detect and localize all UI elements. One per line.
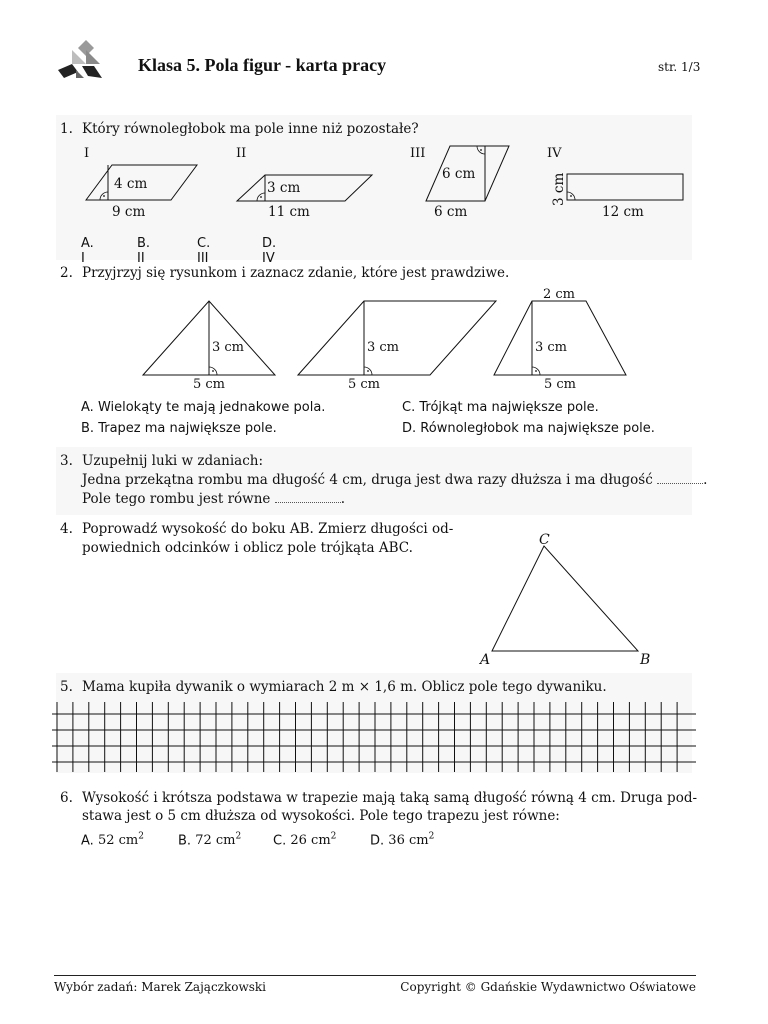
q2-fig3-base: 5 cm: [544, 377, 577, 392]
q3-blank-area[interactable]: [275, 490, 341, 503]
q4-vertex-b: B: [640, 652, 651, 668]
q3-number: 3.: [60, 453, 73, 469]
q4-line1: Poprowadź wysokość do boku AB. Zmierz długości od-: [82, 521, 454, 537]
q2-text: Przyjrzyj się rysunkom i zaznacz zdanie, które jest prawdziwe.: [82, 265, 510, 281]
q1-fig1-height: 4 cm: [114, 176, 148, 192]
q1-fig1-base: 9 cm: [112, 204, 146, 220]
footer-divider: [54, 975, 696, 976]
q1-fig3-base: 6 cm: [434, 204, 468, 220]
q2-trapezoid: [494, 301, 626, 375]
q3-line2: Jedna przekątna rombu ma długość 4 cm, druga jest dwa razy dłuższa i ma długość .: [82, 472, 708, 488]
q1-fig4-rectangle: [567, 174, 683, 200]
q2-figures: [130, 285, 640, 393]
q6-answer-b[interactable]: B. 72 $cm^2$: [178, 832, 242, 849]
q5-text: Mama kupiła dywanik o wymiarach 2 m × 1,6 m. Oblicz pole tego dywaniku.: [82, 679, 607, 695]
q1-fig3-height: 6 cm: [442, 166, 476, 182]
q6-answer-c[interactable]: C. 26 $cm^2$: [273, 832, 337, 849]
q1-fig2-roman: II: [236, 146, 247, 161]
q2-number: 2.: [60, 265, 73, 281]
q4-line2: powiednich odcinków i oblicz pole trójkąta ABC.: [82, 540, 413, 556]
q1-fig3-roman: III: [410, 146, 426, 161]
q3-line3: Pole tego rombu jest równe .: [82, 491, 345, 507]
q2-fig3-height: 3 cm: [535, 340, 568, 355]
q2-fig1-base: 5 cm: [193, 377, 226, 392]
q1-figures: [56, 140, 696, 225]
q6-line2: stawa jest o 5 cm dłuższa od wysokości. Pole tego trapezu jest równe:: [82, 808, 560, 824]
q2-answer-b[interactable]: B. Trapez ma największe pole.: [81, 421, 277, 436]
q6-number: 6.: [60, 790, 73, 806]
q1-answer-d[interactable]: D. IV: [262, 236, 277, 266]
q3-blank-diagonal[interactable]: [657, 471, 703, 484]
q5-grid[interactable]: [52, 702, 696, 772]
logo: [56, 40, 106, 86]
q2-answer-d[interactable]: D. Równoległobok ma największe pole.: [402, 421, 655, 436]
q1-fig2-base: 11 cm: [268, 204, 310, 220]
q1-fig2-parallelogram: [237, 175, 372, 201]
page-title: Klasa 5. Pola figur - karta pracy: [138, 55, 387, 75]
q6-answer-d[interactable]: D. 36 $cm^2$: [370, 832, 435, 849]
page-number: str. 1/3: [658, 60, 701, 74]
q4-triangle-figure[interactable]: [470, 528, 670, 673]
q4-triangle-abc: [492, 546, 638, 651]
q1-fig4-roman: IV: [547, 146, 562, 161]
q4-vertex-c: C: [539, 532, 550, 548]
q2-answer-c[interactable]: C. Trójkąt ma największe pole.: [402, 400, 599, 415]
q2-answers: [81, 400, 681, 440]
q1-fig2-height: 3 cm: [267, 180, 301, 196]
q1-fig4-height: 3 cm: [551, 172, 567, 206]
q1-text: Który równoległobok ma pole inne niż pozostałe?: [82, 121, 419, 137]
q2-fig1-height: 3 cm: [212, 340, 245, 355]
q2-fig3-top: 2 cm: [543, 287, 576, 302]
q1-answer-b[interactable]: B. II: [137, 236, 151, 266]
q4-number: 4.: [60, 521, 73, 537]
footer-author: Wybór zadań: Marek Zajączkowski: [54, 980, 267, 994]
q2-fig2-height: 3 cm: [367, 340, 400, 355]
q1-number: 1.: [60, 121, 73, 137]
q2-answer-a[interactable]: A. Wielokąty te mają jednakowe pola.: [81, 400, 326, 415]
q6-line1: Wysokość i krótsza podstawa w trapezie mają taką samą długość równą 4 cm. Druga pod-: [82, 790, 698, 806]
q1-answer-a[interactable]: A. I: [81, 236, 94, 266]
q1-fig1-roman: I: [84, 146, 90, 161]
q6-answer-a[interactable]: A. 52 $cm^2$: [81, 832, 144, 849]
tangram-logo-icon: [56, 40, 106, 82]
footer-copyright: Copyright © Gdańskie Wydawnictwo Oświatowe: [400, 980, 696, 994]
q4-vertex-a: A: [480, 652, 491, 668]
q1-answer-c[interactable]: C. III: [197, 236, 211, 266]
q5-number: 5.: [60, 679, 73, 695]
q3-line1: Uzupełnij luki w zdaniach:: [82, 453, 263, 469]
q2-fig2-base: 5 cm: [348, 377, 381, 392]
q1-fig4-base: 12 cm: [602, 204, 644, 220]
q2-parallelogram: [298, 301, 496, 375]
